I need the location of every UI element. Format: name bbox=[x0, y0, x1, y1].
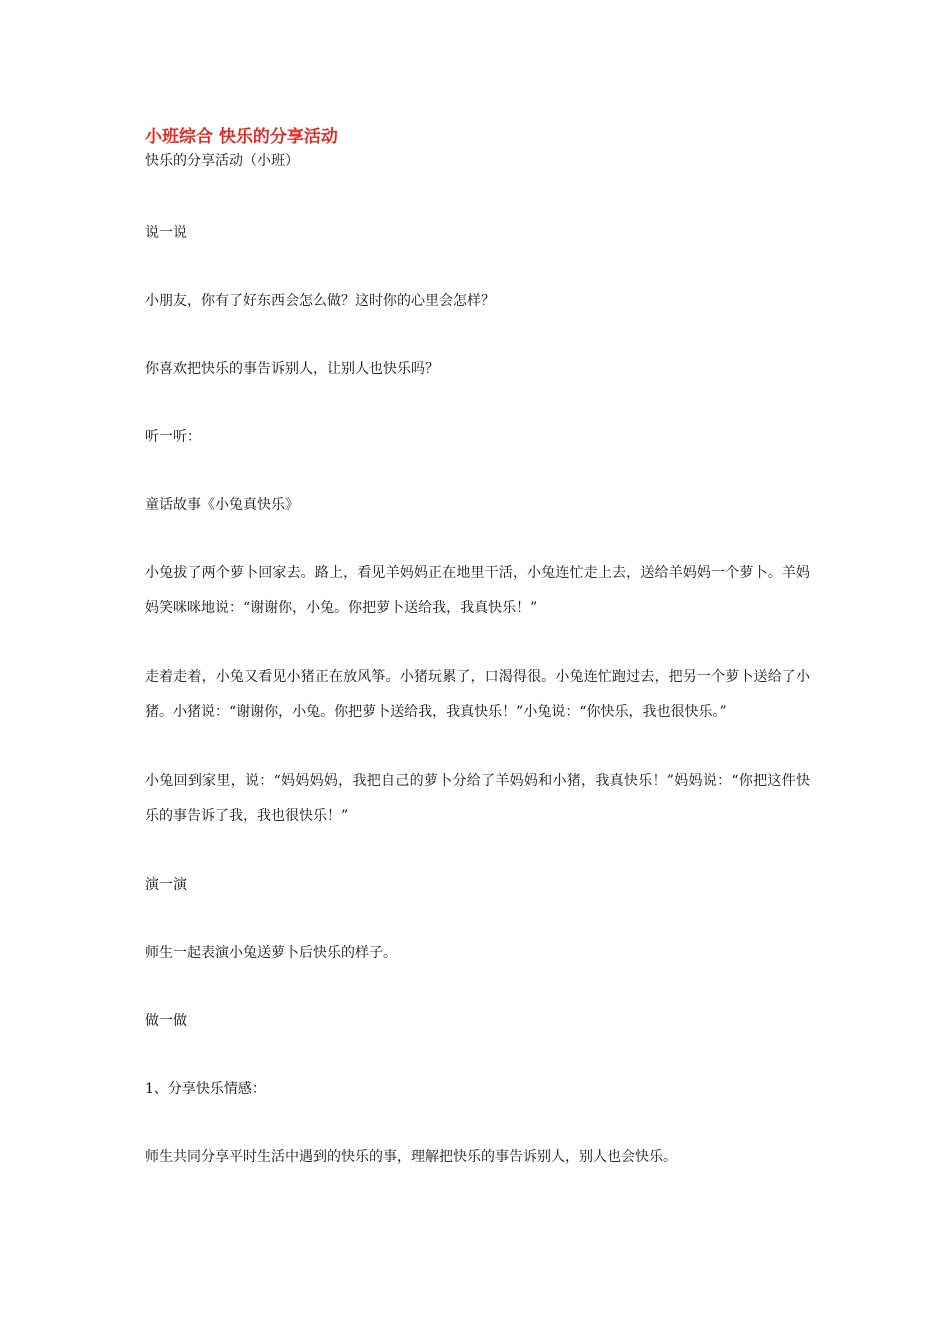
question-paragraph-1: 小朋友，你有了好东西会怎么做？这时你的心里会怎样？ bbox=[145, 293, 495, 309]
document-subtitle: 快乐的分享活动（小班） bbox=[145, 153, 299, 169]
section-heading-listen: 听一听： bbox=[145, 429, 201, 445]
section-heading-say: 说一说 bbox=[145, 225, 187, 241]
document-body bbox=[145, 124, 810, 1208]
story-title: 童话故事《小兔真快乐》 bbox=[145, 497, 299, 513]
story-paragraph-1: 小兔拔了两个萝卜回家去。路上，看见羊妈妈正在地里干活，小兔连忙走上去，送给羊妈妈一个萝卜。羊妈妈笑咪咪地说：“谢谢你，小兔。你把萝卜送给我，我真快乐！” bbox=[145, 565, 810, 616]
section-heading-act: 演一演 bbox=[145, 877, 187, 893]
question-paragraph-2: 你喜欢把快乐的事告诉别人，让别人也快乐吗？ bbox=[145, 361, 439, 377]
story-paragraph-3: 小兔回到家里，说：“妈妈妈妈，我把自己的萝卜分给了羊妈妈和小猪，我真快乐！”妈妈说：“你把这件快乐的事告诉了我，我也很快乐！” bbox=[145, 773, 810, 824]
document-title: 小班综合 快乐的分享活动 bbox=[145, 127, 338, 147]
story-paragraph-2: 走着走着，小兔又看见小猪正在放风筝。小猪玩累了，口渴得很。小兔连忙跑过去，把另一个萝卜送给了小猪。小猪说：“谢谢你，小兔。你把萝卜送给我，我真快乐！”小兔说：“你快乐，我也很快乐。” bbox=[145, 669, 810, 720]
activity-step-1: 1、分享快乐情感： bbox=[145, 1081, 266, 1097]
section-heading-do: 做一做 bbox=[145, 1013, 187, 1029]
act-paragraph: 师生一起表演小兔送萝卜后快乐的样子。 bbox=[145, 945, 397, 961]
activity-paragraph: 师生共同分享平时生活中遇到的快乐的事，理解把快乐的事告诉别人，别人也会快乐。 bbox=[145, 1149, 677, 1165]
